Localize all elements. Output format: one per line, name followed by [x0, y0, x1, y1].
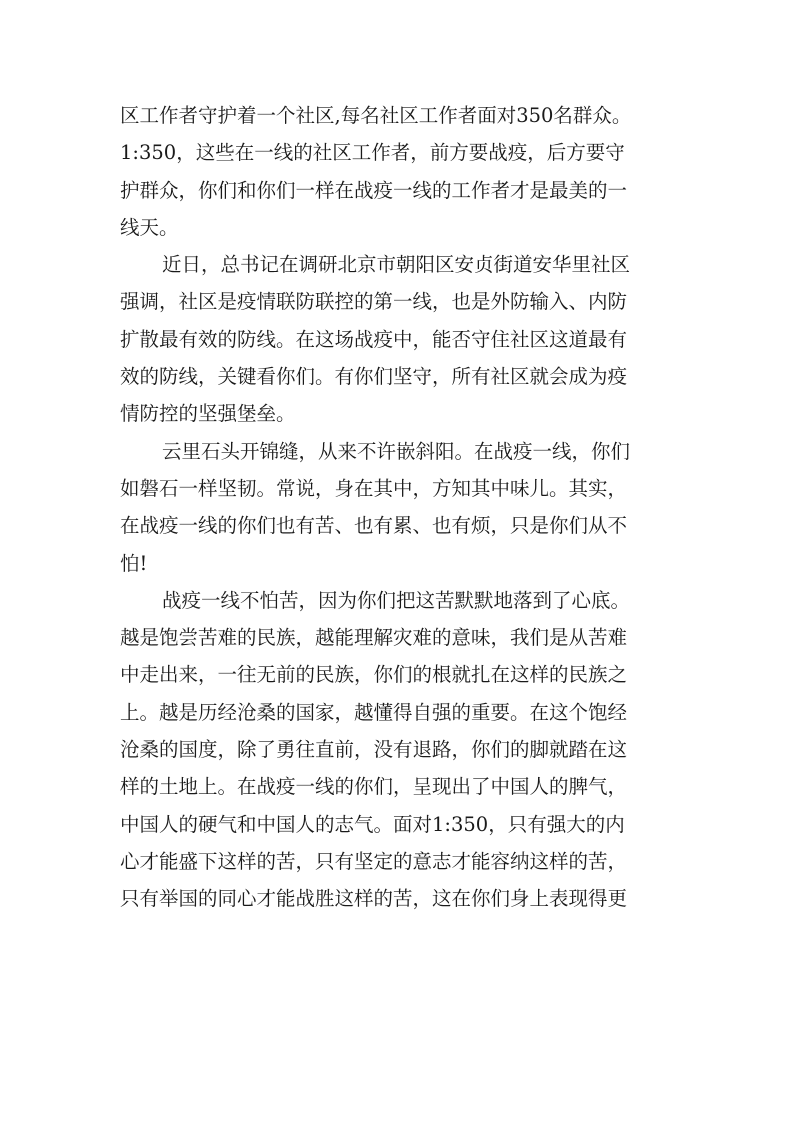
- text-line: 强调，社区是疫情联防联控的第一线，也是外防输入、内防: [120, 290, 628, 314]
- text-line: 情防控的坚强堡垒。: [120, 402, 296, 426]
- text-line: 样的土地上。在战疫一线的你们，呈现出了中国人的脾气，: [120, 775, 628, 799]
- text-line: 中走出来，一往无前的民族，你们的根就扎在这样的民族之: [120, 663, 628, 687]
- text-line: 中国人的硬气和中国人的志气。面对1:350，只有强大的内: [120, 812, 625, 836]
- text-line: 线天。: [120, 215, 179, 239]
- text-line: 扩散最有效的防线。在这场战疫中，能否守住社区这道最有: [120, 327, 628, 351]
- text-line: 越是饱尝苦难的民族，越能理解灾难的意味，我们是从苦难: [120, 626, 628, 650]
- text-line: 在战疫一线的你们也有苦、也有累、也有烦，只是你们从不: [120, 514, 628, 538]
- text-line: 1:350，这些在一线的社区工作者，前方要战疫，后方要守: [120, 141, 625, 165]
- text-line: 心才能盛下这样的苦，只有坚定的意志才能容纳这样的苦，: [120, 849, 628, 873]
- body-text: [120, 97, 678, 918]
- text-line: 上。越是历经沧桑的国家，越懂得自强的重要。在这个饱经: [120, 700, 628, 724]
- text-line: 怕!: [120, 551, 148, 575]
- paragraph-first-line: 战疫一线不怕苦，因为你们把这苦默默地落到了心底。: [162, 588, 631, 612]
- text-line: 只有举国的同心才能战胜这样的苦，这在你们身上表现得更: [120, 887, 628, 911]
- paragraph-first-line: 云里石头开锦缝，从来不许嵌斜阳。在战疫一线，你们: [162, 439, 631, 463]
- text-line: 效的防线，关键看你们。有你们坚守，所有社区就会成为疫: [120, 365, 628, 389]
- paragraph-first-line: 近日，总书记在调研北京市朝阳区安贞街道安华里社区: [162, 253, 631, 277]
- text-line: 沧桑的国度，除了勇往直前，没有退路，你们的脚就踏在这: [120, 738, 628, 762]
- text-line: 如磐石一样坚韧。常说，身在其中，方知其中味儿。其实，: [120, 476, 628, 500]
- text-line: 护群众，你们和你们一样在战疫一线的工作者才是最美的一: [120, 178, 628, 202]
- text-line: 区工作者守护着一个社区,每名社区工作者面对350名群众。: [120, 104, 632, 127]
